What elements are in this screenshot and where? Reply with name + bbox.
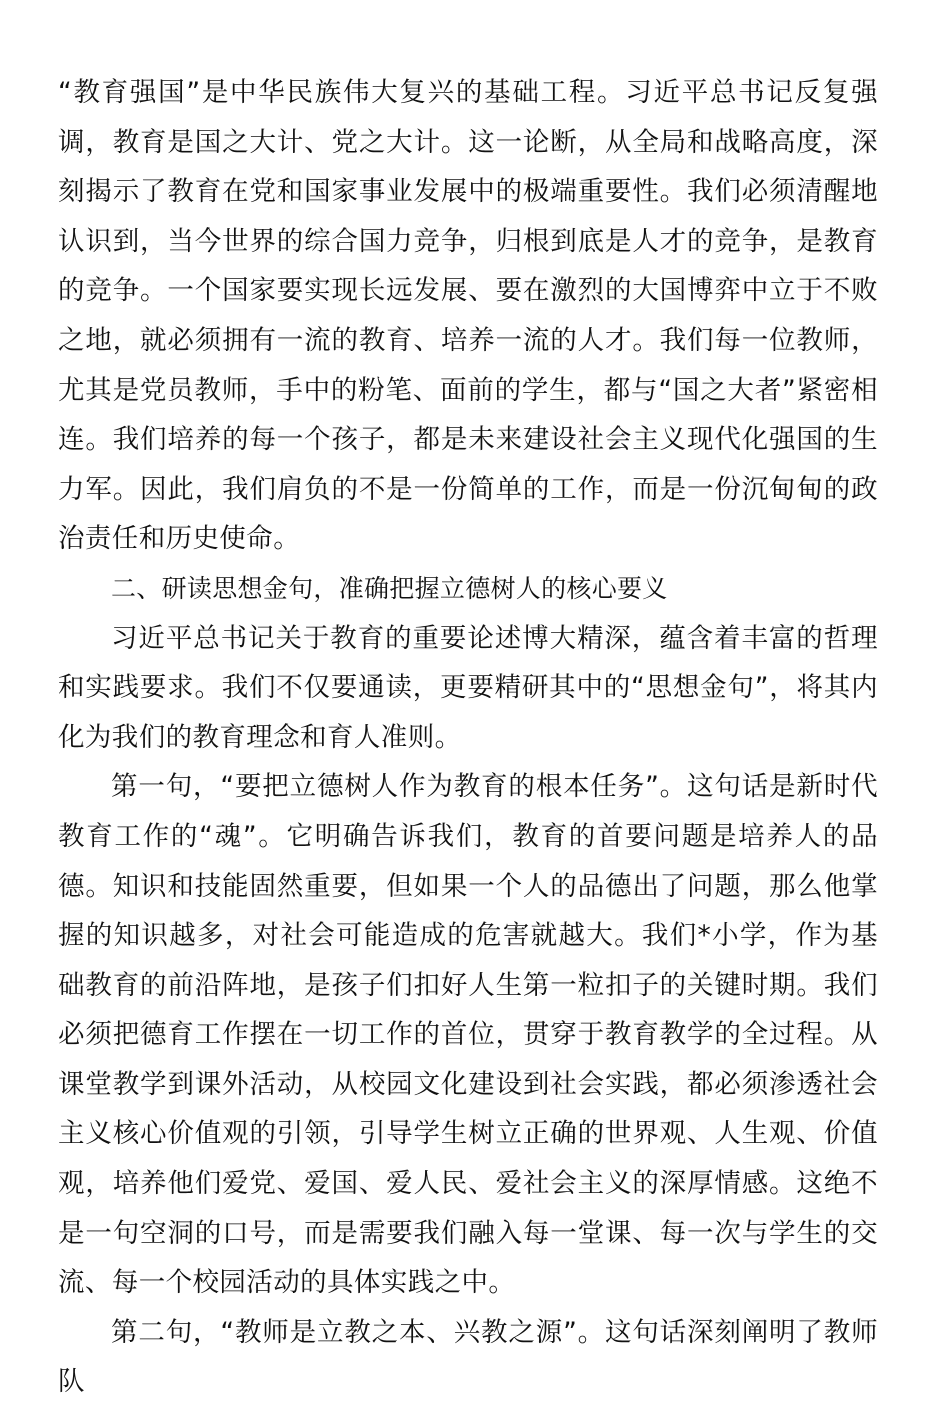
document-body xyxy=(58,68,878,1407)
paragraph-education-power: “教育强国”是中华民族伟大复兴的基础工程。习近平总书记反复强调，教育是国之大计、党之大计。这一论断，从全局和战略高度，深刻揭示了教育在党和国家事业发展中的极端重要性。我们必须清醒地认识到，当今世界的综合国力竞争，归根到底是人才的竞争，是教育的竞争。一个国家要实现长远发展、要在激烈的大国博弈中立于不败之地，就必须拥有一流的教育、培养一流的人才。我们每一位教师，尤其是党员教师，手中的粉笔、面前的学生，都与“国之大者”紧密相连。我们培养的每一个孩子，都是未来建设社会主义现代化强国的生力军。因此，我们肩负的不是一份简单的工作，而是一份沉甸甸的政治责任和历史使命。 xyxy=(58,77,878,555)
paragraph-thought-quotes: 习近平总书记关于教育的重要论述博大精深，蕴含着丰富的哲理和实践要求。我们不仅要通读，更要精研其中的“思想金句”，将其内化为我们的教育理念和育人准则。 xyxy=(58,622,878,753)
section-heading-two: 二、研读思想金句，准确把握立德树人的核心要义 xyxy=(111,573,668,603)
paragraph-first-quote: 第一句，“要把立德树人作为教育的根本任务”。这句话是新时代教育工作的“魂”。它明确告诉我们，教育的首要问题是培养人的品德。知识和技能固然重要，但如果一个人的品德出了问题，那么他掌握的知识越多，对社会可能造成的危害就越大。我们*小学，作为基础教育的前沿阵地，是孩子们扣好人生第一粒扣子的关键时期。我们必须把德育工作摆在一切工作的首位，贯穿于教育教学的全过程。从课堂教学到课外活动，从校园文化建设到社会实践，都必须渗透社会主义核心价值观的引领，引导学生树立正确的世界观、人生观、价值观，培养他们爱党、爱国、爱人民、爱社会主义的深厚情感。这绝不是一句空洞的口号，而是需要我们融入每一堂课、每一次与学生的交流、每一个校园活动的具体实践之中。 xyxy=(58,771,878,1299)
paragraph-second-quote: 第二句，“教师是立教之本、兴教之源”。这句话深刻阐明了教师队 xyxy=(58,1316,878,1398)
